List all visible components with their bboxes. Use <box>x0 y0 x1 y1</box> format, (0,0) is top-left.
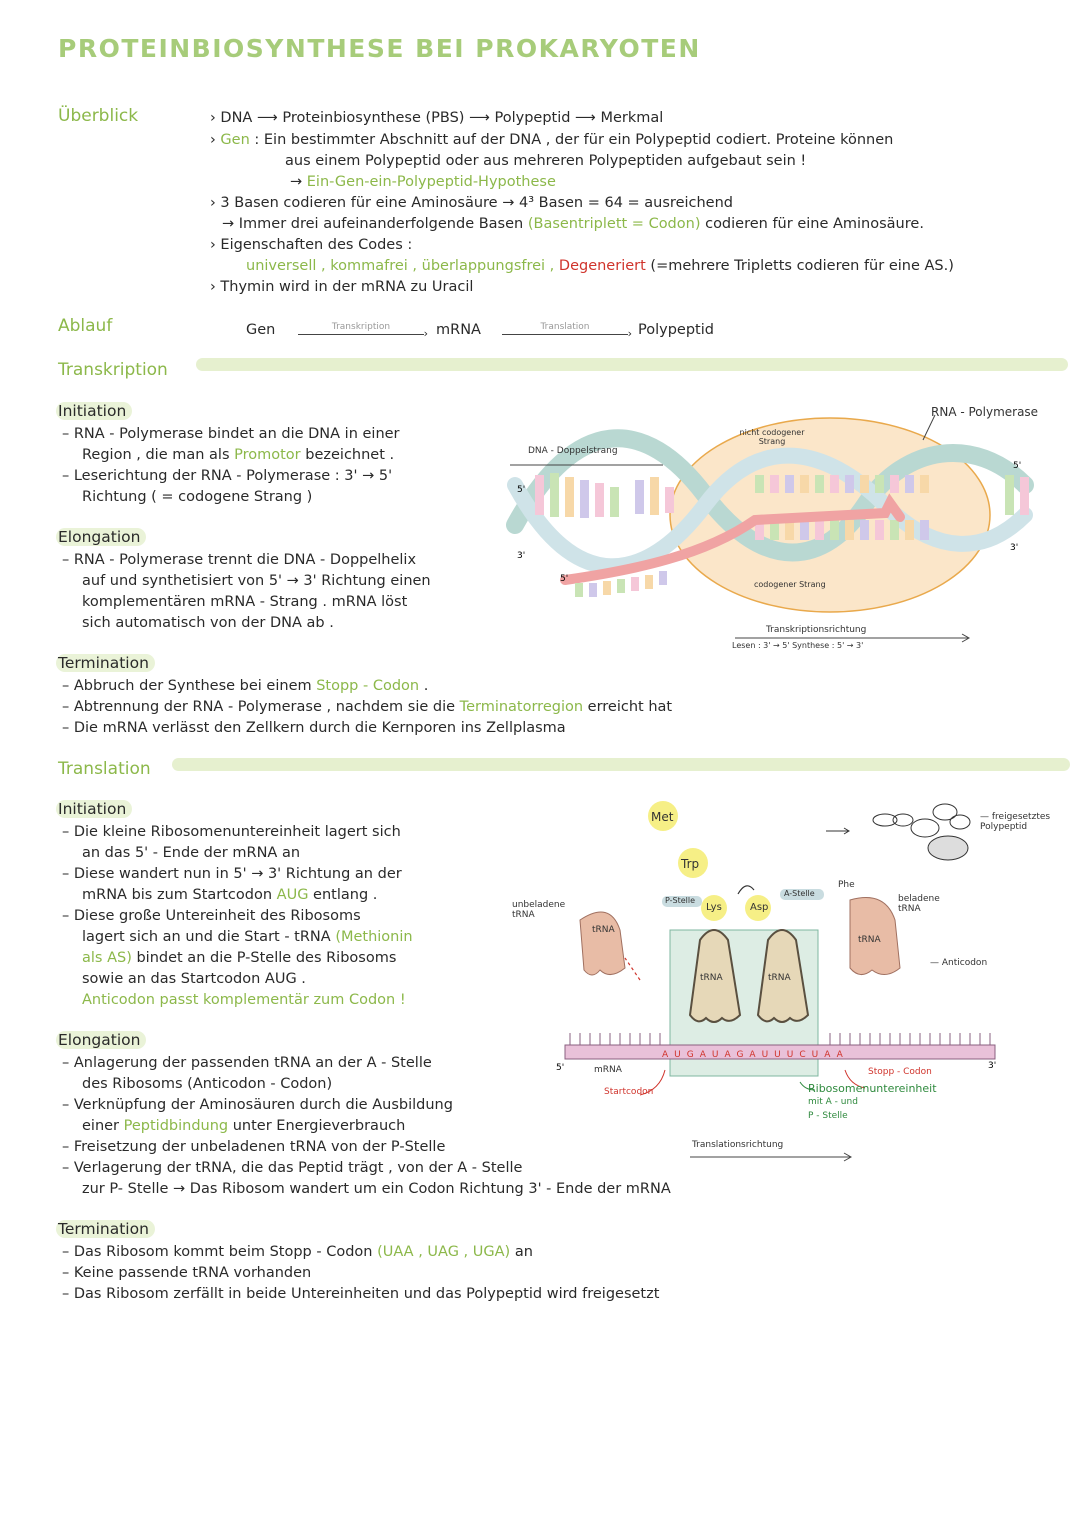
dna-double-label: DNA - Doppelstrang <box>528 446 618 456</box>
tl-elong-l5: – Freisetzung der unbeladenen tRNA von der P-Stelle <box>62 1139 446 1155</box>
released-polypeptide-label: — freigesetztes Polypeptid <box>980 812 1051 832</box>
unloaded-trna-label: unbeladene tRNA <box>512 900 566 920</box>
flow-transcription-arrow: Transkription › <box>298 322 424 335</box>
trp-label: Trp <box>681 857 700 871</box>
tl-init-l3: – Diese wandert nun in 5' → 3' Richtung an der <box>62 866 402 882</box>
overview-bases: › 3 Basen codieren für eine Aminosäure → 4³ Basen = 64 = ausreichend <box>210 195 733 211</box>
tr-elong-l1: – RNA - Polymerase trennt die DNA - Doppelhelix <box>62 552 417 568</box>
label-3prime-a: 3' <box>517 551 526 561</box>
tl-init-l7: als AS) bindet an die P-Stelle des Ribosoms <box>82 950 397 966</box>
startcodon-label: Startcodon <box>604 1087 654 1097</box>
phe-label: Phe <box>838 880 855 890</box>
codogenic-label: codogener Strang <box>754 580 826 589</box>
tl-elong-l1: – Anlagerung der passenden tRNA an der A - Stelle <box>62 1055 432 1071</box>
base-pairs-left <box>535 473 674 518</box>
label-5prime-c: 5' <box>1013 461 1022 471</box>
flow-gene: Gen <box>246 322 276 338</box>
anticodon-label: — Anticodon <box>930 958 988 968</box>
subunit-label: Ribosomenuntereinheit <box>808 1082 937 1095</box>
tl-init-l9: Anticodon passt komplementär zum Codon ! <box>82 992 406 1008</box>
met-label: Met <box>651 810 674 824</box>
a-site-label: A-Stelle <box>784 889 815 898</box>
flow-label: Ablauf <box>58 316 113 336</box>
tl-init-l2: an das 5' - Ende der mRNA an <box>82 845 301 861</box>
label-3prime-c: 3' <box>1010 543 1019 553</box>
tr-term-l1: – Abbruch der Synthese bei einem Stopp - Codon . <box>62 678 429 694</box>
lys-label: Lys <box>706 902 722 913</box>
page-title: PROTEINBIOSYNTHESE BEI PROKARYOTEN <box>58 34 701 63</box>
tl-elong-l3: – Verknüpfung der Aminosäuren durch die Ausbildung <box>62 1097 453 1113</box>
overview-line-dna: › DNA ⟶ Proteinbiosynthese (PBS) ⟶ Polypeptid ⟶ Merkmal <box>210 110 664 126</box>
tl-elong-l2: des Ribosoms (Anticodon - Codon) <box>82 1076 333 1092</box>
rna-polymerase-label: RNA - Polymerase <box>931 405 1039 419</box>
tl-init-l5: – Diese große Untereinheit des Ribosoms <box>62 908 361 924</box>
label-5prime: 5' <box>556 1063 565 1073</box>
label-5prime-b: 5' <box>560 574 569 584</box>
tl-init-l6: lagert sich an und die Start - tRNA (Methionin <box>82 929 413 945</box>
trna-label-loaded: tRNA <box>858 935 881 945</box>
label-3prime: 3' <box>988 1061 997 1071</box>
translation-elongation-heading: Elongation <box>56 1031 146 1049</box>
non-codogenic-label: nicht codogener Strang <box>739 428 805 446</box>
overview-codon: → Immer drei aufeinanderfolgende Basen (Basentriplett = Codon) codieren für eine Aminosäure. <box>222 216 924 232</box>
translation-direction-label: Translationsrichtung <box>692 1140 784 1150</box>
tr-init-l3: – Leserichtung der RNA - Polymerase : 3' → 5' <box>62 468 393 484</box>
transcription-elongation-heading: Elongation <box>56 528 146 546</box>
translation-initiation-heading: Initiation <box>56 800 132 818</box>
overview-props-heading: › Eigenschaften des Codes : <box>210 237 413 253</box>
tl-init-l1: – Die kleine Ribosomenuntereinheit lagert sich <box>62 824 401 840</box>
overview-props: universell , kommafrei , überlappungsfrei , Degeneriert (=mehrere Tripletts codieren für eine AS.) <box>246 258 954 274</box>
tl-init-l8: sowie an das Startcodon AUG . <box>82 971 306 987</box>
tl-init-l4: mRNA bis zum Startcodon AUG entlang . <box>82 887 378 903</box>
tr-term-l2: – Abtrennung der RNA - Polymerase , nachdem sie die Terminatorregion erreicht hat <box>62 699 673 715</box>
trna-label-a: tRNA <box>768 973 791 983</box>
loaded-trna-label: beladene tRNA <box>898 894 940 914</box>
transcription-initiation-heading: Initiation <box>56 402 132 420</box>
unloaded-trna <box>580 912 625 975</box>
mrna-label: mRNA <box>594 1065 622 1075</box>
tl-elong-l7: zur P- Stelle → Das Ribosom wandert um ein Codon Richtung 3' - Ende der mRNA <box>82 1181 671 1197</box>
transcription-direction-label: Transkriptionsrichtung <box>766 625 867 635</box>
released-polypeptide <box>873 804 970 860</box>
tr-elong-l3: komplementären mRNA - Strang . mRNA löst <box>82 594 408 610</box>
trna-label-p: tRNA <box>700 973 723 983</box>
section-bar <box>196 358 1068 371</box>
overview-label: Überblick <box>58 106 139 126</box>
read-direction-label: Lesen : 3' → 5' Synthese : 5' → 3' <box>732 641 864 650</box>
p-site-label: P-Stelle <box>665 896 696 905</box>
tl-term-l2: – Keine passende tRNA vorhanden <box>62 1265 312 1281</box>
overview-hypothesis: → Ein-Gen-ein-Polypeptid-Hypothese <box>290 174 556 190</box>
label-5prime-a: 5' <box>517 485 526 495</box>
tl-term-l1: – Das Ribosom kommt beim Stopp - Codon (UAA , UAG , UGA) an <box>62 1244 533 1260</box>
trna-label-unloaded: tRNA <box>592 925 615 935</box>
tr-init-l4: Richtung ( = codogene Strang ) <box>82 489 313 505</box>
tl-elong-l6: – Verlagerung der tRNA, die das Peptid trägt , von der A - Stelle <box>62 1160 523 1176</box>
asp-label: Asp <box>750 902 769 913</box>
tl-term-l3: – Das Ribosom zerfällt in beide Untereinheiten und das Polypeptid wird freigesetzt <box>62 1286 660 1302</box>
tr-elong-l2: auf und synthetisiert von 5' → 3' Richtung einen <box>82 573 431 589</box>
overview-thymin: › Thymin wird in der mRNA zu Uracil <box>210 279 474 295</box>
tr-init-l2: Region , die man als Promotor bezeichnet . <box>82 447 395 463</box>
overview-gene-def-2: aus einem Polypeptid oder aus mehreren Polypeptiden aufgebaut sein ! <box>285 153 807 169</box>
translation-termination-heading: Termination <box>56 1220 155 1238</box>
tr-term-l3: – Die mRNA verlässt den Zellkern durch die Kernporen ins Zellplasma <box>62 720 566 736</box>
tl-elong-l4: einer Peptidbindung unter Energieverbrauch <box>82 1118 406 1134</box>
translation-heading: Translation <box>58 759 151 779</box>
subunit-label-2: mit A - und <box>808 1097 858 1107</box>
mrna-sequence: AUGAUAGAUUUCUAA <box>662 1050 849 1060</box>
tr-init-l1: – RNA - Polymerase bindet an die DNA in einer <box>62 426 400 442</box>
overview-gene-def: › Gen : Ein bestimmter Abschnitt auf der DNA , der für ein Polypeptid codiert. Proteine können <box>210 132 894 148</box>
flow-polypeptide: Polypeptid <box>638 322 714 338</box>
section-bar <box>172 758 1070 771</box>
tr-elong-l4: sich automatisch von der DNA ab . <box>82 615 334 631</box>
subunit-label-3: P - Stelle <box>808 1111 848 1121</box>
transcription-termination-heading: Termination <box>56 654 155 672</box>
flow-translation-arrow: Translation › <box>502 322 628 335</box>
transcription-heading: Transkription <box>58 360 168 380</box>
flow-mrna: mRNA <box>436 322 481 338</box>
stopcodon-label: Stopp - Codon <box>868 1067 932 1077</box>
